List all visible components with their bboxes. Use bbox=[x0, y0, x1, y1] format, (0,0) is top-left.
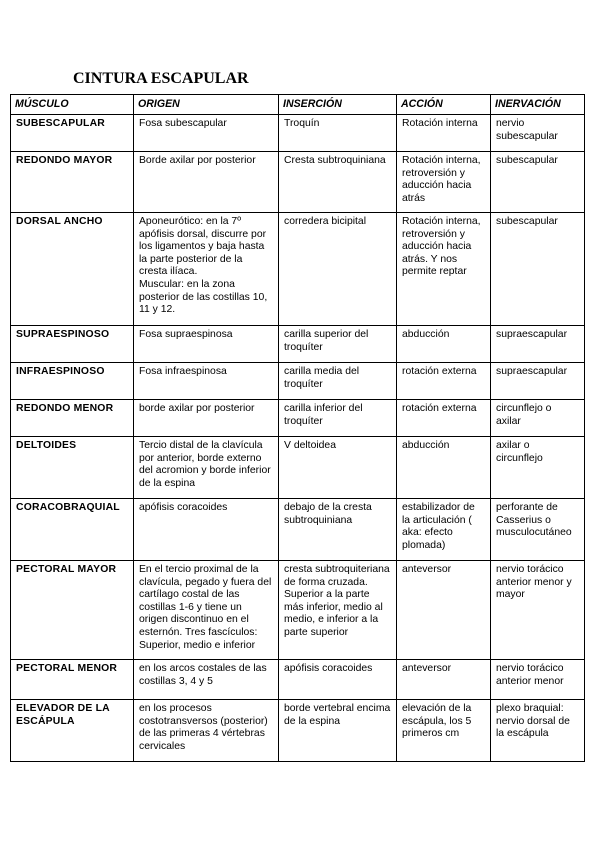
cell-accion: Rotación interna, retroversión y aducción hacia atrás. Y nos permite reptar bbox=[397, 213, 491, 326]
cell-origen: borde axilar por posterior bbox=[134, 400, 279, 437]
cell-accion: Rotación interna, retroversión y aducción hacia atrás bbox=[397, 152, 491, 213]
cell-musculo: DELTOIDES bbox=[11, 437, 134, 499]
cell-insercion: debajo de la cresta subtroquiniana bbox=[279, 499, 397, 561]
cell-inervacion: nervio torácico anterior menor y mayor bbox=[491, 561, 585, 660]
cell-origen: Fosa infraespinosa bbox=[134, 363, 279, 400]
cell-origen: apófisis coracoides bbox=[134, 499, 279, 561]
cell-musculo: INFRAESPINOSO bbox=[11, 363, 134, 400]
table-row bbox=[11, 499, 585, 561]
cell-inervacion: supraescapular bbox=[491, 363, 585, 400]
cell-inervacion: subescapular bbox=[491, 213, 585, 326]
cell-insercion: carilla superior del troquíter bbox=[279, 326, 397, 363]
header-musculo: MÚSCULO bbox=[11, 95, 134, 115]
cell-origen: en los procesos costotransversos (posterior) de las primeras 4 vértebras cervicales bbox=[134, 700, 279, 762]
cell-inervacion: circunflejo o axilar bbox=[491, 400, 585, 437]
cell-origen: en los arcos costales de las costillas 3, 4 y 5 bbox=[134, 660, 279, 700]
table-row bbox=[11, 561, 585, 660]
table-row bbox=[11, 437, 585, 499]
cell-musculo: PECTORAL MENOR bbox=[11, 660, 134, 700]
cell-musculo: SUBESCAPULAR bbox=[11, 115, 134, 152]
cell-inervacion: perforante de Casserius o musculocutáneo bbox=[491, 499, 585, 561]
table-row bbox=[11, 363, 585, 400]
cell-insercion: apófisis coracoides bbox=[279, 660, 397, 700]
header-inervacion: INERVACIÓN bbox=[491, 95, 585, 115]
cell-inervacion: nervio torácico anterior menor bbox=[491, 660, 585, 700]
cell-inervacion: nervio subescapular bbox=[491, 115, 585, 152]
table-row bbox=[11, 213, 585, 326]
cell-accion: anteversor bbox=[397, 660, 491, 700]
cell-accion: rotación externa bbox=[397, 400, 491, 437]
table-header-row bbox=[11, 95, 585, 115]
cell-origen: Tercio distal de la clavícula por anterior, borde externo del acromion y borde inferior de la espina bbox=[134, 437, 279, 499]
cell-accion: rotación externa bbox=[397, 363, 491, 400]
muscle-table bbox=[10, 94, 585, 762]
cell-insercion: borde vertebral encima de la espina bbox=[279, 700, 397, 762]
cell-musculo: DORSAL ANCHO bbox=[11, 213, 134, 326]
cell-origen: Aponeurótico: en la 7º apófisis dorsal, discurre por los ligamentos y baja hasta la parte posterior de la cresta ilíaca. Muscular: en la zona posterior de las costillas 10, 11 y 12. bbox=[134, 213, 279, 326]
cell-musculo: CORACOBRAQUIAL bbox=[11, 499, 134, 561]
cell-origen: Fosa subescapular bbox=[134, 115, 279, 152]
cell-accion: elevación de la escápula, los 5 primeros cm bbox=[397, 700, 491, 762]
header-insercion: INSERCIÓN bbox=[279, 95, 397, 115]
table-row bbox=[11, 700, 585, 762]
header-accion: ACCIÓN bbox=[397, 95, 491, 115]
cell-accion: abducción bbox=[397, 326, 491, 363]
cell-inervacion: plexo braquial: nervio dorsal de la escápula bbox=[491, 700, 585, 762]
table-row bbox=[11, 152, 585, 213]
cell-musculo: PECTORAL MAYOR bbox=[11, 561, 134, 660]
table-row bbox=[11, 326, 585, 363]
cell-inervacion: supraescapular bbox=[491, 326, 585, 363]
cell-musculo: REDONDO MENOR bbox=[11, 400, 134, 437]
cell-inervacion: axilar o circunflejo bbox=[491, 437, 585, 499]
cell-insercion: cresta subtroquiteriana de forma cruzada. Superior a la parte más inferior, medio al medio, e inferior a la parte superior bbox=[279, 561, 397, 660]
cell-origen: Fosa supraespinosa bbox=[134, 326, 279, 363]
cell-insercion: Troquín bbox=[279, 115, 397, 152]
cell-insercion: Cresta subtroquiniana bbox=[279, 152, 397, 213]
cell-accion: estabilizador de la articulación ( aka: efecto plomada) bbox=[397, 499, 491, 561]
document-title: CINTURA ESCAPULAR bbox=[73, 70, 249, 87]
cell-insercion: V deltoidea bbox=[279, 437, 397, 499]
cell-accion: anteversor bbox=[397, 561, 491, 660]
table-row bbox=[11, 660, 585, 700]
cell-insercion: carilla inferior del troquíter bbox=[279, 400, 397, 437]
cell-accion: Rotación interna bbox=[397, 115, 491, 152]
cell-inervacion: subescapular bbox=[491, 152, 585, 213]
cell-origen: En el tercio proximal de la clavícula, pegado y fuera del cartílago costal de las costillas 1-6 y tiene un origen discontinuo en el esternón. Tres fascículos: Superior, medio e inferior bbox=[134, 561, 279, 660]
cell-musculo: SUPRAESPINOSO bbox=[11, 326, 134, 363]
table-row bbox=[11, 115, 585, 152]
table-row bbox=[11, 400, 585, 437]
cell-insercion: corredera bicipital bbox=[279, 213, 397, 326]
cell-insercion: carilla media del troquíter bbox=[279, 363, 397, 400]
cell-musculo: REDONDO MAYOR bbox=[11, 152, 134, 213]
cell-origen: Borde axilar por posterior bbox=[134, 152, 279, 213]
cell-accion: abducción bbox=[397, 437, 491, 499]
cell-musculo: ELEVADOR DE LA ESCÁPULA bbox=[11, 700, 134, 762]
header-origen: ORIGEN bbox=[134, 95, 279, 115]
